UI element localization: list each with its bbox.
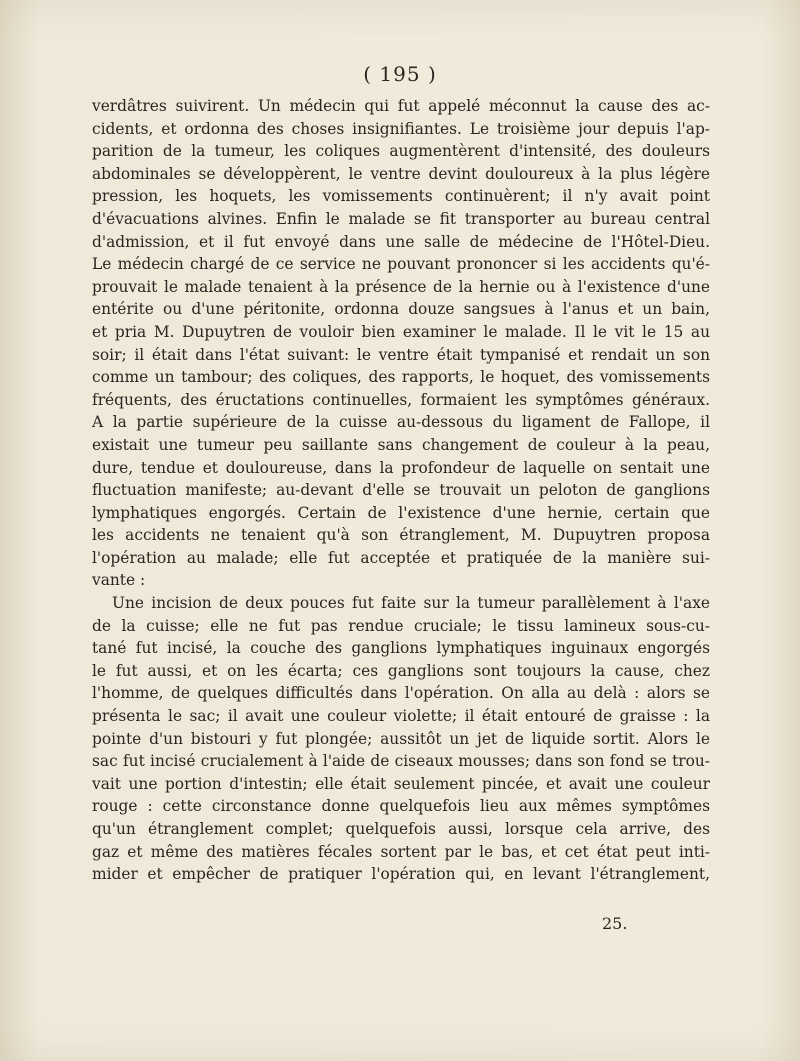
text-line: cidents, et ordonna des choses insignifiantes. Le troisième jour depuis l'ap- (92, 119, 710, 138)
text-line: présenta le sac; il avait une couleur violette; il était entouré de graisse : la (92, 707, 710, 726)
text-line: Le médecin chargé de ce service ne pouvant prononcer si les accidents qu'é- (92, 255, 710, 274)
text-line: A la partie supérieure de la cuisse au-dessous du ligament de Fallope, il (92, 413, 710, 432)
text-line: Une incision de deux pouces fut faite sur la tumeur parallèlement à l'axe (112, 594, 710, 613)
text-line: dure, tendue et douloureuse, dans la profondeur de laquelle on sentait une (92, 458, 710, 477)
text-line: l'opération au malade; elle fut acceptée et pratiquée de la manière sui- (92, 548, 710, 567)
text-line: d'évacuations alvines. Enfin le malade se fit transporter au bureau central (92, 209, 710, 228)
page-number: ( 195 ) (363, 62, 437, 86)
text-line: abdominales se développèrent, le ventre devint douloureux à la plus légère (92, 164, 710, 183)
signature-mark: 25. (602, 914, 628, 933)
text-line: d'admission, et il fut envoyé dans une salle de médecine de l'Hôtel-Dieu. (92, 232, 710, 251)
text-line: l'homme, de quelques difficultés dans l'opération. On alla au delà : alors se (92, 684, 710, 703)
paragraph (92, 592, 710, 886)
text-line: sac fut incisé crucialement à l'aide de ciseaux mousses; dans son fond se trou- (92, 752, 710, 771)
text-line: pointe d'un bistouri y fut plongée; aussitôt un jet de liquide sortit. Alors le (92, 729, 710, 748)
text-line: parition de la tumeur, les coliques augmentèrent d'intensité, des douleurs (92, 142, 710, 161)
text-line: tané fut incisé, la couche des ganglions lymphatiques inguinaux engorgés (92, 639, 710, 658)
body-text (92, 95, 710, 886)
text-line: comme un tambour; des coliques, des rapports, le hoquet, des vomissements (92, 368, 710, 387)
text-line: qu'un étranglement complet; quelquefois aussi, lorsque cela arrive, des (92, 820, 710, 838)
text-line: entérite ou d'une péritonite, ordonna douze sangsues à l'anus et un bain, (92, 300, 710, 319)
text-line: verdâtres suivirent. Un médecin qui fut appelé méconnut la cause des ac- (92, 97, 710, 115)
text-line: les accidents ne tenaient qu'à son étranglement, M. Dupuytren proposa (92, 526, 710, 545)
text-line: rouge : cette circonstance donne quelquefois lieu aux mêmes symptômes (92, 797, 710, 816)
text-line: et pria M. Dupuytren de vouloir bien examiner le malade. Il le vit le 15 au (92, 322, 710, 341)
paragraph (92, 95, 710, 592)
text-line: pression, les hoquets, les vomissements continuèrent; il n'y avait point (92, 187, 710, 206)
text-line: soir; il était dans l'état suivant: le ventre était tympanisé et rendait un son (92, 345, 710, 364)
text-line: vante : (92, 571, 146, 590)
text-line: prouvait le malade tenaient à la présence de la hernie ou à l'existence d'une (92, 277, 710, 296)
text-line: vait une portion d'intestin; elle était seulement pincée, et avait une couleur (92, 774, 710, 793)
text-line: gaz et même des matières fécales sortent par le bas, et cet état peut inti- (92, 842, 710, 861)
text-line: de la cuisse; elle ne fut pas rendue cruciale; le tissu lamineux sous-cu- (92, 616, 710, 635)
text-line: existait une tumeur peu saillante sans changement de couleur à la peau, (92, 435, 710, 454)
text-line: fréquents, des éructations continuelles, formaient les symptômes généraux. (92, 390, 710, 409)
text-line: fluctuation manifeste; au-devant d'elle se trouvait un peloton de ganglions (92, 481, 710, 500)
text-line: mider et empêcher de pratiquer l'opération qui, en levant l'étranglement, (92, 865, 710, 884)
text-line: lymphatiques engorgés. Certain de l'existence d'une hernie, certain que (92, 503, 710, 522)
text-line: le fut aussi, et on les écarta; ces ganglions sont toujours la cause, chez (92, 661, 710, 680)
